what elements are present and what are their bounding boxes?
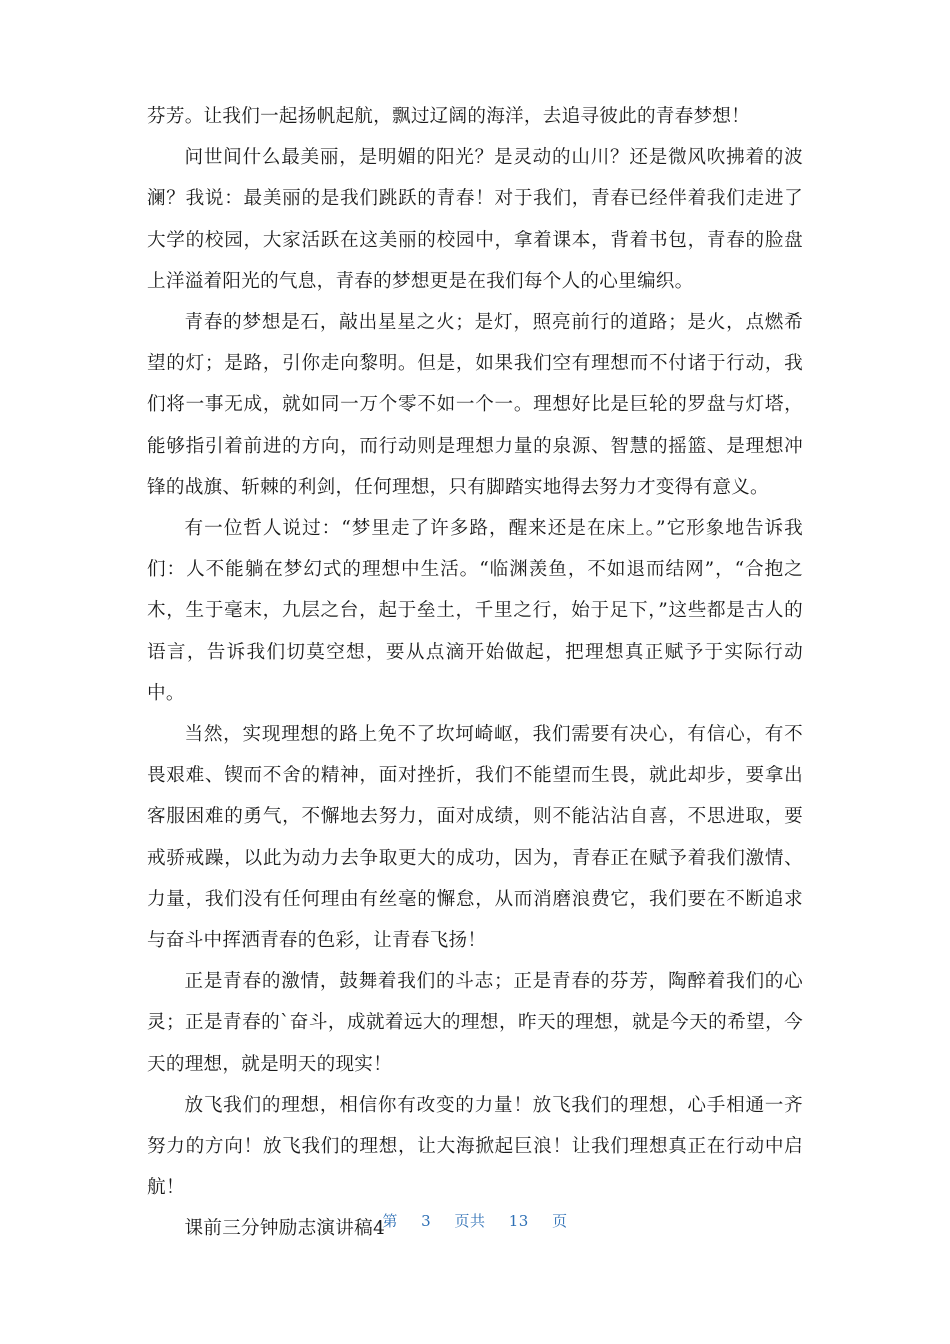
paragraph: 正是青春的激情，鼓舞着我们的斗志；正是青春的芬芳，陶醉着我们的心灵；正是青春的`奋斗，成就着远大的理想，昨天的理想，就是今天的希望，今天的理想，就是明天的现实！ xyxy=(147,971,803,1075)
paragraph: 青春的梦想是石，敲出星星之火；是灯，照亮前行的道路；是火，点燃希望的灯；是路，引你走向黎明。但是，如果我们空有理想而不付诸于行动，我们将一事无成，就如同一万个零不如一个一。理想好比是巨轮的罗盘与灯塔，能够指引着前进的方向，而行动则是理想力量的泉源、智慧的摇篮、是理想冲锋的战旗、斩棘的利剑，任何理想，只有脚踏实地得去努力才变得有意义。 xyxy=(147,312,803,498)
document-page xyxy=(147,96,803,1250)
paragraph: 有一位哲人说过：“梦里走了许多路，醒来还是在床上。”它形象地告诉我们：人不能躺在梦幻式的理想中生活。“临渊羡鱼，不如退而结网”，“合抱之木，生于毫末，九层之台，起于垒土，千里之行，始于足下，”这些都是古人的语言，告诉我们切莫空想，要从点滴开始做起，把理想真正赋予于实际行动中。 xyxy=(147,518,803,704)
paragraph: 当然，实现理想的路上免不了坎坷崎岖，我们需要有决心，有信心，有不畏艰难、锲而不舍的精神，面对挫折，我们不能望而生畏，就此却步，要拿出客服困难的勇气，不懈地去努力，面对成绩，则不能沾沾自喜，不思进取，要戒骄戒躁，以此为动力去争取更大的成功，因为，青春正在赋予着我们激情、力量，我们没有任何理由有丝毫的懈怠，从而消磨浪费它，我们要在不断追求与奋斗中挥洒青春的色彩，让青春飞扬！ xyxy=(147,724,803,952)
page-footer xyxy=(0,1210,950,1231)
section-heading: 课前三分钟励志演讲稿4 xyxy=(184,1218,386,1240)
paragraph: 问世间什么最美丽，是明媚的阳光？是灵动的山川？还是微风吹拂着的波澜？我说：最美丽的是我们跳跃的青春！对于我们，青春已经伴着我们走进了大学的校园，大家活跃在这美丽的校园中，拿着课本，背着书包，青春的脸盘上洋溢着阳光的气息，青春的梦想更是在我们每个人的心里编织。 xyxy=(147,147,803,292)
footer-label-of: 页共 xyxy=(454,1212,486,1230)
footer-total-pages: 13 xyxy=(508,1212,529,1230)
footer-label-end: 页 xyxy=(552,1212,568,1230)
footer-current-page: 3 xyxy=(421,1212,432,1230)
footer-label-page: 第 xyxy=(382,1212,398,1230)
paragraph: 芬芳。让我们一起扬帆起航，飘过辽阔的海洋，去追寻彼此的青春梦想！ xyxy=(147,106,751,127)
paragraph: 放飞我们的理想，相信你有改变的力量！放飞我们的理想，心手相通一齐努力的方向！放飞我们的理想，让大海掀起巨浪！让我们理想真正在行动中启航！ xyxy=(147,1094,803,1199)
